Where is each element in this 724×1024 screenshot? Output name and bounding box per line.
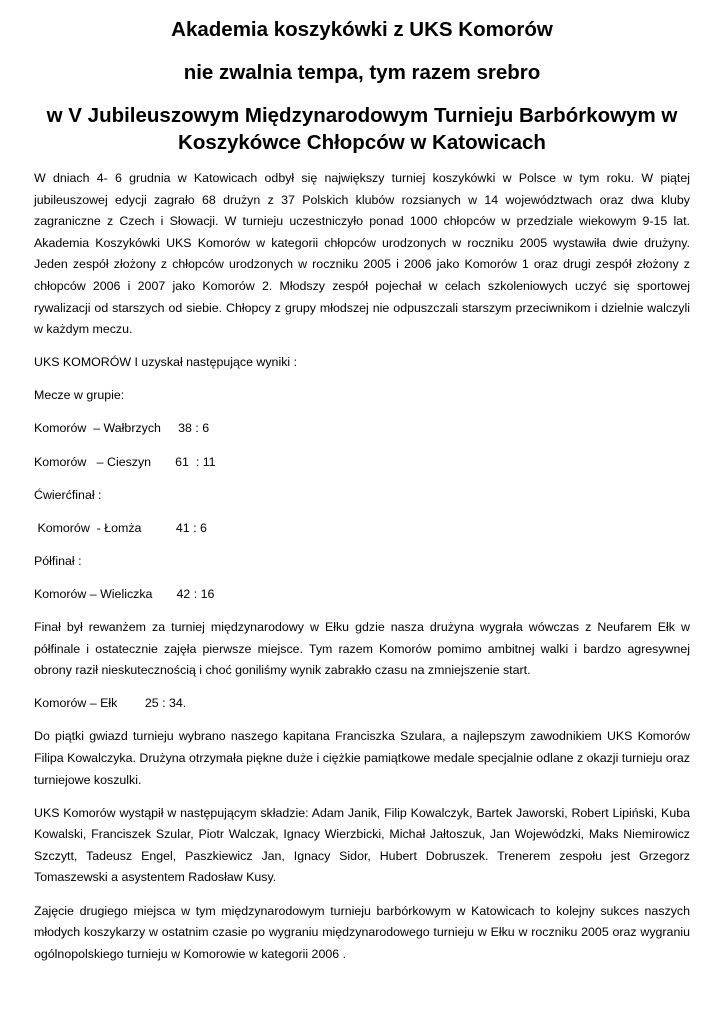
group-match-1: Komorów – Wałbrzych 38 : 6: [34, 421, 210, 436]
intro-paragraph: W dniach 4- 6 grudnia w Katowicach odbył się największy turniej koszykówki w Polsce w tym roku. W piątej jubileuszowej edycji zagrało 68 drużyn z 37 Polskich klubów rozsianych w 14 województwach oraz dwa kluby zagraniczne z Czech i Słowacji. W turnieju uczestniczyło ponad 1000 chłopców w przedziale wiekowym 9-15 lat. Akademia Koszykówki UKS Komorów w kategorii chłopców urodzonych w roczniku 2005 wystawiła dwie drużyny. Jeden zespół złożony z chłopców urodzonych w roczniku 2005 i 2006 jako Komorów 1 oraz drugi zespół złożony z chłopców 2006 i 2007 jako Komorów 2. Młodszy zespół pojechał w celach szkoleniowych uczyć się sportowej rywalizacji od starszych od siebie. Chłopcy z grupy młodszej nie odpuszczali starszym przeciwnikom i dzielnie walczyli w każdym meczu.: [34, 171, 690, 337]
results-heading: UKS KOMORÓW I uzyskał następujące wyniki :: [34, 355, 298, 370]
final-score: Komorów – Ełk 25 : 34.: [34, 696, 187, 711]
closing-paragraph: Zajęcie drugiego miejsca w tym międzynarodowym turnieju barbórkowym w Katowicach to kolejny sukces naszych młodych koszykarzy w ostatnim czasie po wygraniu międzynarodowego turnieju w Ełku w roczniku 2005 oraz wygraniu ogólnopolskiego turnieju w Komorowie w kategorii 2006 .: [34, 903, 690, 961]
quarterfinal-label: Ćwierćfinał :: [34, 487, 102, 502]
final-paragraph: Finał był rewanżem za turniej międzynarodowy w Ełku gdzie nasza drużyna wygrała wówczas z Neufarem Ełk w półfinale i ostatecznie zajęła pierwsze miejsce. Tym razem Komorów pomimo ambitnej walki i bardzo agresywnej obrony raził nieskutecznością i choć goniliśmy wynik zabrakło czasu na zmniejszenie start.: [34, 620, 690, 678]
awards-paragraph: Do piątki gwiazd turnieju wybrano naszego kapitana Franciszka Szulara, a najlepszym zawodnikiem UKS Komorów Filipa Kowalczyka. Drużyna otrzymała piękne duże i ciężkie pamiątkowe medale specjalnie odlane z okazji turnieju oraz turniejowe koszulki.: [34, 729, 690, 787]
group-label: Mecze w grupie:: [34, 388, 125, 403]
title-line-3: w V Jubileuszowym Międzynarodowym Turnieju Barbórkowym w Koszykówce Chłopców w Katowicach: [46, 104, 678, 154]
quarterfinal-match: Komorów - Łomża 41 : 6: [34, 520, 207, 535]
title-line-2: nie zwalnia tempa, tym razem srebro: [183, 61, 541, 84]
group-match-2: Komorów – Cieszyn 61 : 11: [34, 454, 216, 469]
semifinal-match: Komorów – Wieliczka 42 : 16: [34, 586, 215, 601]
roster-paragraph: UKS Komorów wystąpił w następującym składzie: Adam Janik, Filip Kowalczyk, Bartek Jaworski, Robert Lipiński, Kuba Kowalski, Franciszek Szular, Piotr Walczak, Ignacy Wierzbicki, Michał Jałtoszuk, Jan Wojewódzki, Maks Niemirowicz Szczytt, Tadeusz Engel, Paszkiewicz Jan, Ignacy Sidor, Hubert Dobruszek. Trenerem zespołu jest Grzegorz Tomaszewski a asystentem Radosław Kusy.: [34, 805, 690, 885]
title-line-1: Akademia koszykówki z UKS Komorów: [171, 18, 553, 41]
semifinal-label: Półfinał :: [34, 553, 82, 568]
